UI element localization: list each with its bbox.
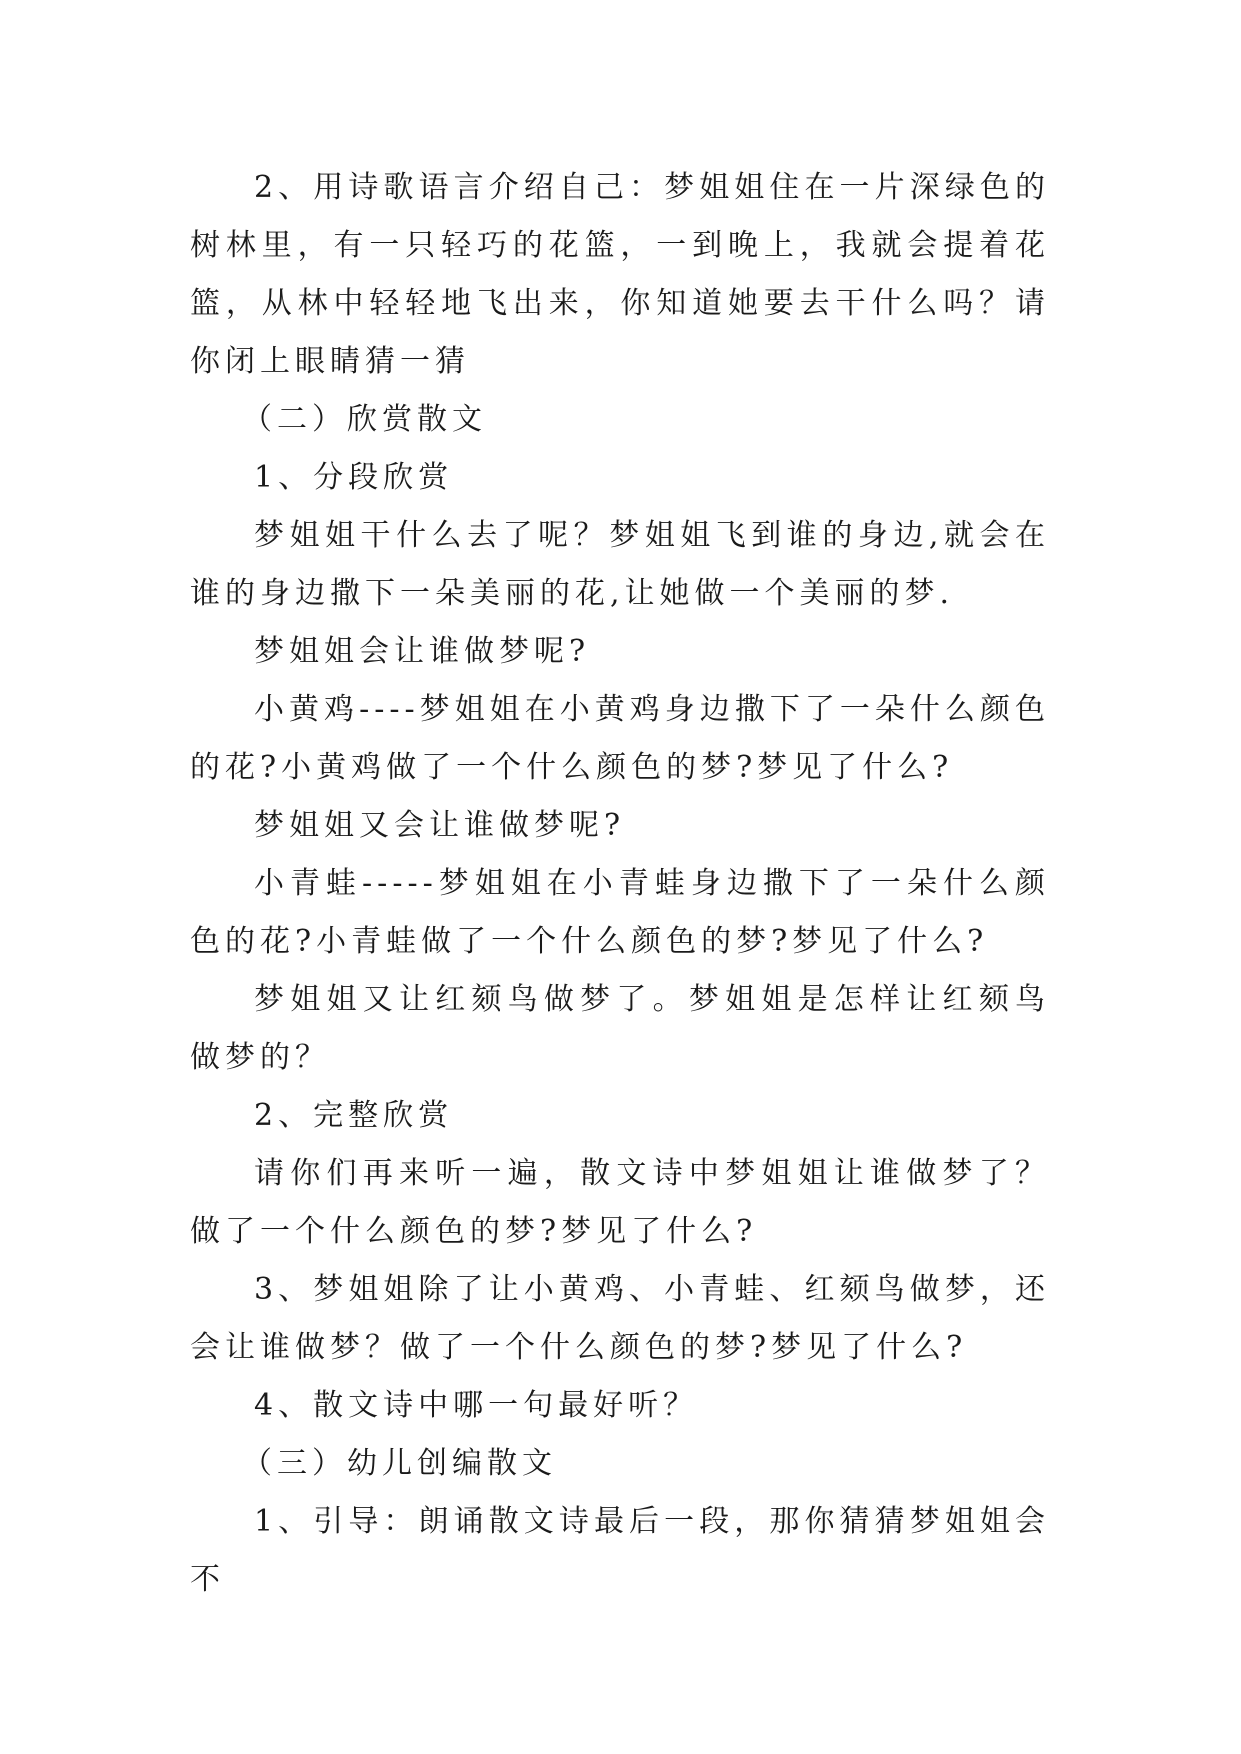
section-heading-appreciate: （二）欣赏散文 [242,402,487,437]
paragraph-green-frog: 小青蛙-----梦姐姐在小青蛙身边撒下了一朵什么颜色的花?小青蛙做了一个什么颜色的梦?梦见了什么? [190,866,1050,959]
paragraph-listen-again: 请你们再来听一遍，散文诗中梦姐姐让谁做梦了？做了一个什么颜色的梦?梦见了什么? [190,1156,1050,1249]
paragraph-who-dreams-again: 梦姐姐又会让谁做梦呢? [254,808,626,843]
paragraph-red-bird: 梦姐姐又让红颏鸟做梦了。梦姐姐是怎样让红颏鸟做梦的？ [190,982,1050,1075]
document-body [190,159,1050,1609]
paragraph-who-else-dreams: 3、梦姐姐除了让小黄鸡、小青蛙、红颏鸟做梦，还会让谁做梦？做了一个什么颜色的梦?梦见了什么? [190,1272,1050,1365]
paragraph-guide: 1、引导：朗诵散文诗最后一段，那你猜猜梦姐姐会不 [190,1504,1050,1597]
subheading-full-appreciation: 2、完整欣赏 [254,1098,454,1133]
paragraph-yellow-chick: 小黄鸡----梦姐姐在小黄鸡身边撒下了一朵什么颜色的花?小黄鸡做了一个什么颜色的梦?梦见了什么? [190,692,1050,785]
paragraph-who-dreams: 梦姐姐会让谁做梦呢? [254,634,591,669]
subheading-segment-appreciation: 1、分段欣赏 [254,460,454,495]
paragraph-dream-sister-question: 梦姐姐干什么去了呢？梦姐姐飞到谁的身边,就会在谁的身边撒下一朵美丽的花,让她做一个美丽的梦. [190,518,1050,611]
section-heading-create: （三）幼儿创编散文 [242,1446,557,1481]
paragraph-best-sentence: 4、散文诗中哪一句最好听？ [254,1388,699,1423]
paragraph-intro-poem: 2、用诗歌语言介绍自己：梦姐姐住在一片深绿色的树林里，有一只轻巧的花篮，一到晚上，我就会提着花篮，从林中轻轻地飞出来，你知道她要去干什么吗？请你闭上眼睛猜一猜 [190,170,1050,379]
